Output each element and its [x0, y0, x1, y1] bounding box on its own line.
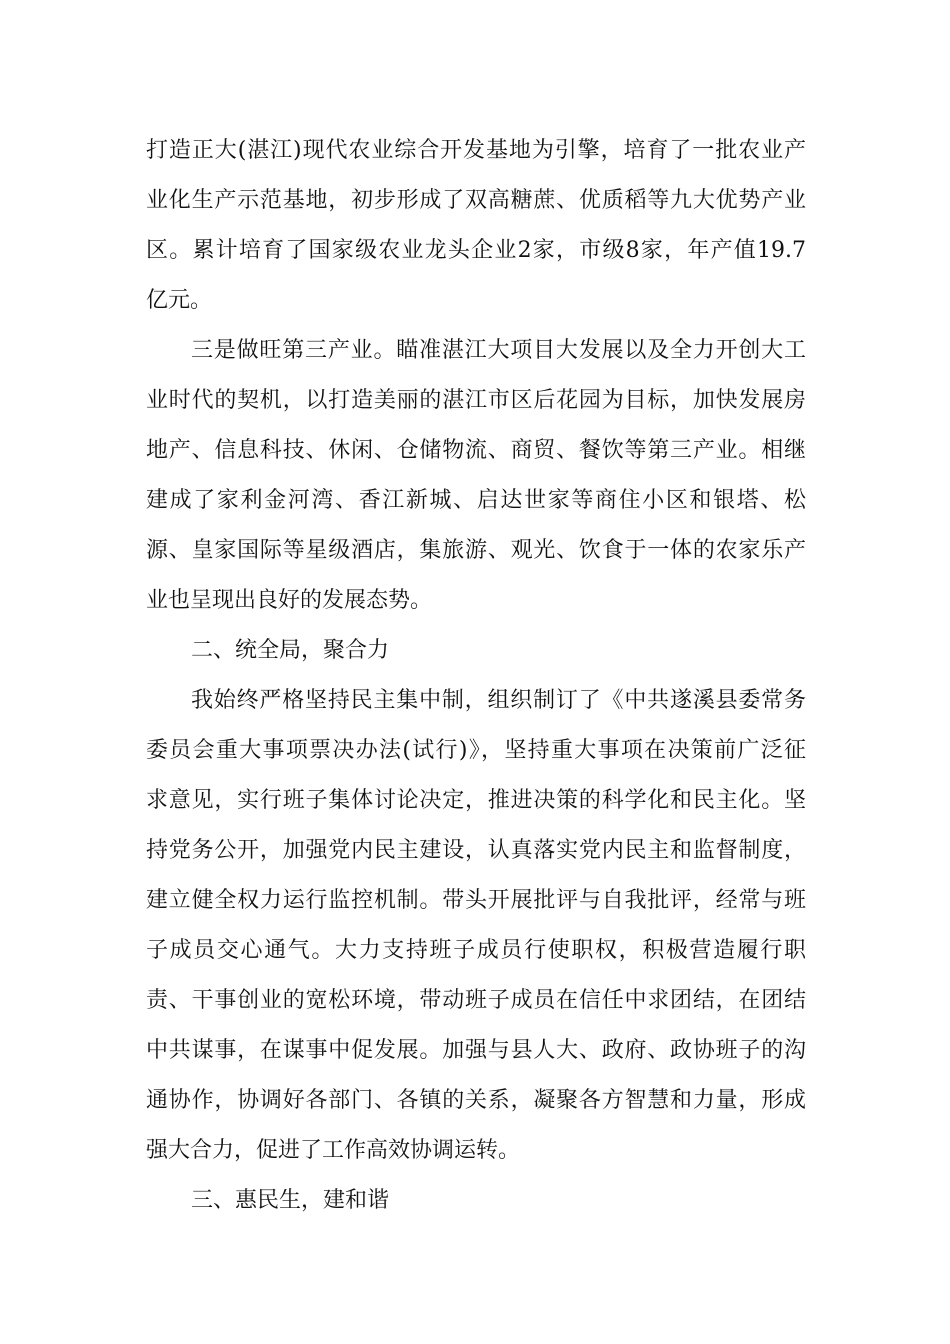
paragraph-start-line: 三是做旺第三产业。瞄准湛江大项目大发展以及全力开创大工 [191, 338, 806, 363]
body-text-line: 区。累计培育了国家级农业龙头企业2家，市级8家，年产值19.7 [146, 238, 806, 263]
body-text-line: 委员会重大事项票决办法(试行)》，坚持重大事项在决策前广泛征 [146, 738, 806, 763]
body-text-line: 子成员交心通气。大力支持班子成员行使职权，积极营造履行职 [146, 938, 806, 963]
body-text-line: 源、皇家国际等星级酒店，集旅游、观光、饮食于一体的农家乐产 [146, 538, 806, 563]
body-text-line: 通协作，协调好各部门、各镇的关系，凝聚各方智慧和力量，形成 [146, 1088, 806, 1113]
section-heading: 三、惠民生，建和谐 [191, 1188, 390, 1213]
paragraph-start-line: 我始终严格坚持民主集中制，组织制订了《中共遂溪县委常务 [191, 688, 806, 713]
body-text-line: 亿元。 [146, 288, 213, 313]
body-text-line: 中共谋事，在谋事中促发展。加强与县人大、政府、政协班子的沟 [146, 1038, 806, 1063]
body-text-line: 业时代的契机，以打造美丽的湛江市区后花园为目标，加快发展房 [146, 388, 806, 413]
body-text-line: 业也呈现出良好的发展态势。 [146, 588, 433, 613]
body-text-line: 求意见，实行班子集体讨论决定，推进决策的科学化和民主化。坚 [146, 788, 806, 813]
body-text-line: 持党务公开，加强党内民主建设，认真落实党内民主和监督制度， [146, 838, 806, 863]
body-text-line: 责、干事创业的宽松环境，带动班子成员在信任中求团结，在团结 [146, 988, 806, 1013]
body-text-line: 打造正大(湛江)现代农业综合开发基地为引擎，培育了一批农业产 [146, 138, 806, 163]
body-text-line: 建立健全权力运行监控机制。带头开展批评与自我批评，经常与班 [146, 888, 806, 913]
body-text-line: 业化生产示范基地，初步形成了双高糖蔗、优质稻等九大优势产业 [146, 188, 806, 213]
body-text-line: 地产、信息科技、休闲、仓储物流、商贸、餐饮等第三产业。相继 [146, 438, 806, 463]
body-text-line: 建成了家利金河湾、香江新城、启达世家等商住小区和银塔、松 [146, 488, 806, 513]
body-text-line: 强大合力，促进了工作高效协调运转。 [146, 1138, 521, 1163]
section-heading: 二、统全局，聚合力 [191, 638, 390, 663]
